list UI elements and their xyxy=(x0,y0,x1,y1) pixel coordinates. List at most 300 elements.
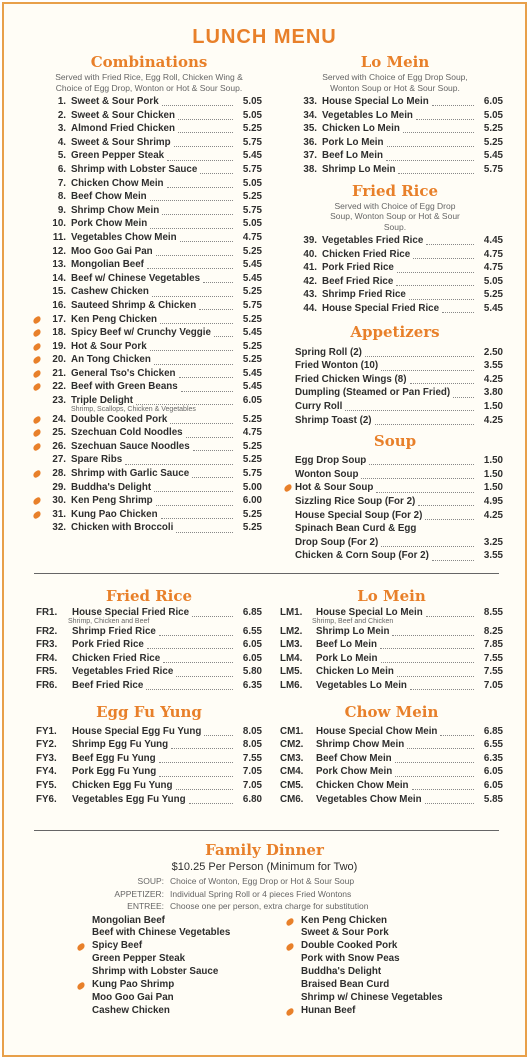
item-number: 23. xyxy=(52,395,66,407)
menu-item xyxy=(287,549,503,563)
dot-leader xyxy=(395,768,474,777)
family-entree xyxy=(74,1005,274,1018)
menu-item xyxy=(36,272,262,286)
item-price: 5.25 xyxy=(242,340,262,352)
item-number: CM5. xyxy=(280,779,304,791)
fried-rice-subtitle: Served with Choice of Egg Drop Soup, Wonton Soup or Hot & Sour Soup. xyxy=(330,200,460,232)
item-price: 6.00 xyxy=(242,495,262,507)
item-price: 3.55 xyxy=(483,360,503,372)
item-number: FR3. xyxy=(36,639,58,651)
family-entree-name: Mongolian Beef xyxy=(92,914,165,926)
dot-leader xyxy=(398,165,474,174)
item-name: Buddha's Delight xyxy=(71,481,152,493)
dot-leader xyxy=(179,369,233,378)
dot-leader xyxy=(409,291,474,300)
item-name: Sauteed Shrimp & Chicken xyxy=(71,299,197,311)
item-number: 5. xyxy=(57,150,66,162)
family-entree-name: Ken Peng Chicken xyxy=(301,914,388,926)
family-entree-name: Pork with Snow Peas xyxy=(301,953,400,965)
menu-item xyxy=(36,326,262,340)
menu-item xyxy=(36,638,262,652)
fried-rice-2-list xyxy=(36,606,262,693)
dot-leader xyxy=(181,383,233,392)
menu-item xyxy=(280,779,503,793)
menu-item xyxy=(36,521,262,535)
item-price: 5.25 xyxy=(242,286,262,298)
family-entree-name: Cashew Chicken xyxy=(92,1004,170,1016)
item-name: Chicken with Broccoli xyxy=(71,522,174,534)
item-name: Spare Ribs xyxy=(71,454,123,466)
dot-leader xyxy=(365,348,474,357)
menu-item xyxy=(280,638,503,652)
dot-leader xyxy=(163,654,233,663)
item-price: 3.25 xyxy=(483,536,503,548)
item-number: 29. xyxy=(52,481,66,493)
item-price: 5.05 xyxy=(242,177,262,189)
family-info-value: Choose one per person, extra charge for substitution xyxy=(170,901,369,911)
item-number: 24. xyxy=(52,413,66,425)
dot-leader xyxy=(162,206,233,215)
item-name: Curry Roll xyxy=(295,401,343,412)
item-number: LM6. xyxy=(280,679,303,691)
dot-leader xyxy=(159,754,233,763)
menu-item xyxy=(36,340,262,354)
menu-item xyxy=(36,394,262,408)
item-price: 4.45 xyxy=(483,235,503,247)
left-column xyxy=(36,52,262,535)
menu-item xyxy=(36,177,262,191)
menu-item xyxy=(287,481,503,495)
item-name: Spinach Bean Curd & Egg xyxy=(295,523,417,535)
item-number: 14. xyxy=(52,272,66,284)
item-name: House Special Fried Rice xyxy=(322,303,440,315)
item-name: Vegetables Chow Mein xyxy=(71,231,177,243)
menu-item xyxy=(36,313,262,327)
hot-pepper-icon xyxy=(76,942,86,951)
hot-pepper-icon xyxy=(32,442,42,451)
dot-leader xyxy=(387,138,474,147)
dot-leader xyxy=(193,442,233,451)
menu-item xyxy=(287,288,503,302)
family-info-label: ENTREE: xyxy=(127,901,164,911)
menu-item xyxy=(36,665,262,679)
fried-rice-title: Fried Rice xyxy=(351,181,439,200)
dot-leader xyxy=(425,511,474,520)
dot-leader xyxy=(425,795,474,804)
dot-leader xyxy=(170,415,233,424)
item-name: House Special Soup (For 2) xyxy=(295,509,423,521)
family-info-row xyxy=(4,888,525,901)
item-number: FY4. xyxy=(36,766,57,778)
item-price: 4.75 xyxy=(242,427,262,439)
menu-item xyxy=(36,625,262,639)
item-name: Triple Delight xyxy=(71,395,134,407)
item-note: Shrimp, Chicken and Beef xyxy=(68,617,150,625)
menu-item xyxy=(287,136,503,150)
menu-item xyxy=(36,413,262,427)
item-number: FY2. xyxy=(36,739,57,751)
mid-left-column xyxy=(36,586,262,806)
item-price: 5.25 xyxy=(242,522,262,534)
item-number: 3. xyxy=(57,123,66,135)
dot-leader xyxy=(156,247,233,256)
item-number: 12. xyxy=(52,245,66,257)
family-dinner-title: Family Dinner xyxy=(205,841,324,859)
item-price: 5.45 xyxy=(483,150,503,162)
item-name: Shrimp Chow Mein xyxy=(71,204,160,216)
item-number: 38. xyxy=(303,163,317,175)
middle-section xyxy=(4,586,525,826)
item-price: 1.50 xyxy=(483,482,503,494)
item-price: 8.55 xyxy=(483,607,503,618)
hot-pepper-icon xyxy=(32,355,42,364)
menu-item xyxy=(36,652,262,666)
top-section xyxy=(4,52,525,572)
item-name: Chicken Lo Mein xyxy=(322,123,400,135)
item-number: FR6. xyxy=(36,679,58,691)
menu-item xyxy=(36,217,262,231)
menu-item xyxy=(36,122,262,136)
family-entree xyxy=(74,940,274,953)
item-name: House Special Fried Rice xyxy=(72,607,190,618)
menu-item xyxy=(280,606,503,620)
menu-item xyxy=(280,679,503,693)
dot-leader xyxy=(418,497,474,506)
dot-leader xyxy=(426,236,474,245)
item-name: Chicken Fried Rice xyxy=(322,248,411,260)
item-number: 6. xyxy=(57,163,66,175)
dot-leader xyxy=(199,301,233,310)
item-name: Beef Chow Mein xyxy=(71,191,147,203)
item-name: Shrimp Fried Rice xyxy=(72,625,156,637)
hot-pepper-icon xyxy=(32,369,42,378)
item-number: CM4. xyxy=(280,766,304,778)
menu-item xyxy=(36,367,262,381)
menu-item xyxy=(36,95,262,109)
item-name: Ken Peng Chicken xyxy=(71,313,158,325)
item-name: House Special Egg Fu Yung xyxy=(72,725,202,737)
dot-leader xyxy=(154,483,233,492)
item-name: Vegetables Chow Mein xyxy=(316,793,422,805)
item-number: 43. xyxy=(303,289,317,301)
item-price: 7.05 xyxy=(242,779,262,791)
item-price: 5.45 xyxy=(242,272,262,284)
menu-item xyxy=(36,258,262,272)
dot-leader xyxy=(171,740,233,749)
item-number: FY6. xyxy=(36,793,57,805)
item-price: 5.75 xyxy=(242,136,262,148)
family-entree xyxy=(74,927,274,940)
item-price: 6.35 xyxy=(242,679,262,691)
item-name: Green Pepper Steak xyxy=(71,150,165,162)
menu-item xyxy=(287,536,503,550)
menu-item xyxy=(280,752,503,766)
menu-item xyxy=(287,468,503,482)
dot-leader xyxy=(412,781,474,790)
item-price: 5.80 xyxy=(242,666,262,678)
item-price: 6.85 xyxy=(483,725,503,737)
item-number: 32. xyxy=(52,522,66,534)
dot-leader xyxy=(410,375,474,384)
item-number: FY1. xyxy=(36,725,57,737)
soup-title: Soup xyxy=(373,432,417,451)
menu-item xyxy=(36,426,262,440)
dot-leader xyxy=(200,165,233,174)
item-name: Fried Wonton (10) xyxy=(295,360,379,372)
item-price: 6.05 xyxy=(242,652,262,664)
item-price: 6.35 xyxy=(483,752,503,764)
menu-item xyxy=(287,373,503,387)
item-price: 5.85 xyxy=(483,793,503,805)
dot-leader xyxy=(192,469,233,478)
menu-item xyxy=(287,454,503,468)
menu-item xyxy=(36,190,262,204)
item-note: Shrimp, Scallops, Chicken & Vegetables xyxy=(71,405,196,413)
item-name: Spring Roll (2) xyxy=(295,346,362,358)
dot-leader xyxy=(381,654,474,663)
item-number: 27. xyxy=(52,454,66,466)
item-price: 4.75 xyxy=(242,231,262,243)
item-price: 7.05 xyxy=(242,766,262,778)
item-price: 5.25 xyxy=(242,440,262,452)
menu-item xyxy=(36,765,262,779)
item-number: 9. xyxy=(57,204,66,216)
item-number: 22. xyxy=(52,381,66,393)
dot-leader xyxy=(150,220,233,229)
hot-pepper-icon xyxy=(32,328,42,337)
menu-item xyxy=(280,725,503,739)
dot-leader xyxy=(345,402,474,411)
lo-mein-2-title: Lo Mein xyxy=(357,587,426,605)
item-price: 8.05 xyxy=(242,725,262,737)
family-entree-name: Green Pepper Steak xyxy=(92,953,186,965)
family-entree-name: Shrimp with Lobster Sauce xyxy=(92,966,219,978)
item-name: Beef Fried Rice xyxy=(72,679,144,691)
page-title: LUNCH MENU xyxy=(192,26,337,48)
hot-pepper-icon xyxy=(32,342,42,351)
dot-leader xyxy=(416,111,474,120)
menu-item xyxy=(36,725,262,739)
item-number: FY3. xyxy=(36,752,57,764)
dot-leader xyxy=(186,429,233,438)
dot-leader xyxy=(395,754,474,763)
item-number: 44. xyxy=(303,303,317,315)
item-price: 6.05 xyxy=(483,779,503,791)
item-price: 1.50 xyxy=(483,401,503,412)
item-number: 18. xyxy=(52,327,66,339)
item-name: Beef Fried Rice xyxy=(322,275,394,287)
menu-item xyxy=(287,400,503,414)
dot-leader xyxy=(152,288,233,297)
menu-item xyxy=(36,494,262,508)
item-price: 6.55 xyxy=(242,625,262,637)
item-name: Pork Chow Mein xyxy=(316,766,393,778)
hot-pepper-icon xyxy=(32,496,42,505)
family-info-row xyxy=(4,875,525,888)
dot-leader xyxy=(381,538,474,547)
item-number: 8. xyxy=(57,191,66,203)
item-name: Pork Lo Mein xyxy=(322,136,384,148)
menu-item xyxy=(280,625,503,639)
fried-rice-2-title: Fried Rice xyxy=(105,587,193,605)
dot-leader xyxy=(453,389,474,398)
family-dinner-info xyxy=(4,875,525,913)
combinations-list xyxy=(36,95,262,535)
appetizers-title: Appetizers xyxy=(350,322,440,341)
item-number: 31. xyxy=(52,508,66,520)
egg-fu-yung-list xyxy=(36,725,262,807)
dot-leader xyxy=(189,795,233,804)
item-number: 17. xyxy=(52,313,66,325)
dot-leader xyxy=(125,456,233,465)
item-number: FR4. xyxy=(36,652,58,664)
item-number: CM2. xyxy=(280,739,304,751)
menu-item xyxy=(36,231,262,245)
dot-leader xyxy=(136,396,233,405)
item-price: 6.05 xyxy=(242,639,262,651)
item-name: Egg Drop Soup xyxy=(295,455,367,467)
dot-leader xyxy=(397,264,474,273)
item-price: 4.25 xyxy=(483,373,503,385)
family-entree xyxy=(74,953,274,966)
item-price: 7.55 xyxy=(242,752,262,764)
family-entree-name: Moo Goo Gai Pan xyxy=(92,991,174,1003)
dot-leader xyxy=(432,97,474,106)
hot-pepper-icon xyxy=(32,315,42,324)
item-price: 8.25 xyxy=(483,625,503,637)
item-name: Szechuan Cold Noodles xyxy=(71,427,183,439)
menu-item xyxy=(36,353,262,367)
menu-item xyxy=(36,299,262,313)
dot-leader xyxy=(147,260,233,269)
item-number: 16. xyxy=(52,299,66,311)
dot-leader xyxy=(376,484,474,493)
item-price: 4.95 xyxy=(483,495,503,507)
item-price: 7.05 xyxy=(483,679,503,691)
family-entree-name: Kung Pao Shrimp xyxy=(92,978,175,990)
item-number: FR5. xyxy=(36,666,58,678)
item-number: LM2. xyxy=(280,625,303,637)
dot-leader xyxy=(150,342,233,351)
family-entree-name: Buddha's Delight xyxy=(301,966,382,978)
item-number: LM1. xyxy=(280,607,303,618)
menu-item xyxy=(36,245,262,259)
hot-pepper-icon xyxy=(76,981,86,990)
dot-leader xyxy=(407,740,474,749)
item-number: 30. xyxy=(52,495,66,507)
item-price: 8.05 xyxy=(242,739,262,751)
dot-leader xyxy=(159,627,233,636)
item-name: Shrimp Fried Rice xyxy=(322,289,406,301)
soup-list xyxy=(287,454,503,563)
dot-leader xyxy=(162,97,233,106)
item-price: 5.75 xyxy=(242,468,262,480)
item-price: 5.25 xyxy=(483,136,503,148)
dot-leader xyxy=(397,668,474,677)
item-number: 21. xyxy=(52,367,66,379)
item-name: Spicy Beef w/ Crunchy Veggie xyxy=(71,327,211,339)
lo-mein-2-list xyxy=(280,606,503,693)
item-price: 1.50 xyxy=(483,455,503,467)
item-name: Sweet & Sour Shrimp xyxy=(71,136,171,148)
chow-mein-title: Chow Mein xyxy=(344,702,439,721)
menu-item xyxy=(280,738,503,752)
item-number: 2. xyxy=(57,109,66,121)
item-name: Beef Chow Mein xyxy=(316,752,392,764)
item-price: 5.25 xyxy=(242,508,262,520)
fried-rice-list xyxy=(287,234,503,316)
item-name: Beef with Green Beans xyxy=(71,381,178,393)
item-number: 42. xyxy=(303,275,317,287)
family-entree xyxy=(283,927,503,940)
item-name: Hot & Sour Soup xyxy=(295,482,374,494)
menu-item xyxy=(36,204,262,218)
menu-item xyxy=(280,665,503,679)
item-number: 19. xyxy=(52,340,66,352)
item-number: 10. xyxy=(52,218,66,230)
item-number: 37. xyxy=(303,150,317,162)
item-number: FR1. xyxy=(36,607,58,618)
item-number: CM3. xyxy=(280,752,304,764)
family-info-label: APPETIZER: xyxy=(114,888,164,899)
item-name: Moo Goo Gai Pan xyxy=(71,245,153,257)
family-entree xyxy=(74,979,274,992)
item-name: Beef Egg Fu Yung xyxy=(72,752,156,764)
item-number: 40. xyxy=(303,248,317,260)
item-name: Shrimp Egg Fu Yung xyxy=(72,739,169,751)
family-info-label: SOUP: xyxy=(137,876,164,886)
dot-leader xyxy=(413,250,474,259)
item-name: Chicken Chow Mein xyxy=(316,779,409,791)
egg-fu-yung-title: Egg Fu Yung xyxy=(96,702,202,721)
item-name: Pork Egg Fu Yung xyxy=(72,766,157,778)
item-price: 5.45 xyxy=(242,327,262,339)
dot-leader xyxy=(180,233,233,242)
item-name: House Special Lo Mein xyxy=(322,96,429,107)
menu-item xyxy=(36,136,262,150)
lo-mein-list xyxy=(287,95,503,177)
menu-item xyxy=(287,149,503,163)
item-name: Shrimp Lo Mein xyxy=(322,163,396,175)
item-name: Beef Lo Mein xyxy=(322,150,383,162)
dot-leader xyxy=(167,152,233,161)
dot-leader xyxy=(161,510,233,519)
item-price: 5.05 xyxy=(483,275,503,287)
dot-leader xyxy=(159,768,233,777)
menu-item xyxy=(36,440,262,454)
item-price: 5.45 xyxy=(483,303,503,315)
item-name: An Tong Chicken xyxy=(71,354,151,366)
dot-leader xyxy=(380,640,474,649)
hot-pepper-icon xyxy=(32,469,42,478)
item-price: 1.50 xyxy=(483,468,503,480)
family-entree-name: Spicy Beef xyxy=(92,940,143,952)
menu-item xyxy=(36,453,262,467)
item-name: Beef w/ Chinese Vegetables xyxy=(71,272,201,284)
item-number: 36. xyxy=(303,136,317,148)
item-name: Shrimp Chow Mein xyxy=(316,739,405,751)
family-dinner-price: $10.25 Per Person (Minimum for Two) xyxy=(171,861,358,873)
item-name: Drop Soup (For 2) xyxy=(295,536,379,548)
dot-leader xyxy=(192,608,233,617)
item-name: Vegetables Fried Rice xyxy=(72,666,174,678)
item-number: 35. xyxy=(303,123,317,135)
item-name: Szechuan Sauce Noodles xyxy=(71,440,190,452)
menu-item xyxy=(287,95,503,109)
dot-leader xyxy=(178,111,233,120)
item-price: 5.45 xyxy=(242,381,262,393)
item-price: 6.55 xyxy=(483,739,503,751)
